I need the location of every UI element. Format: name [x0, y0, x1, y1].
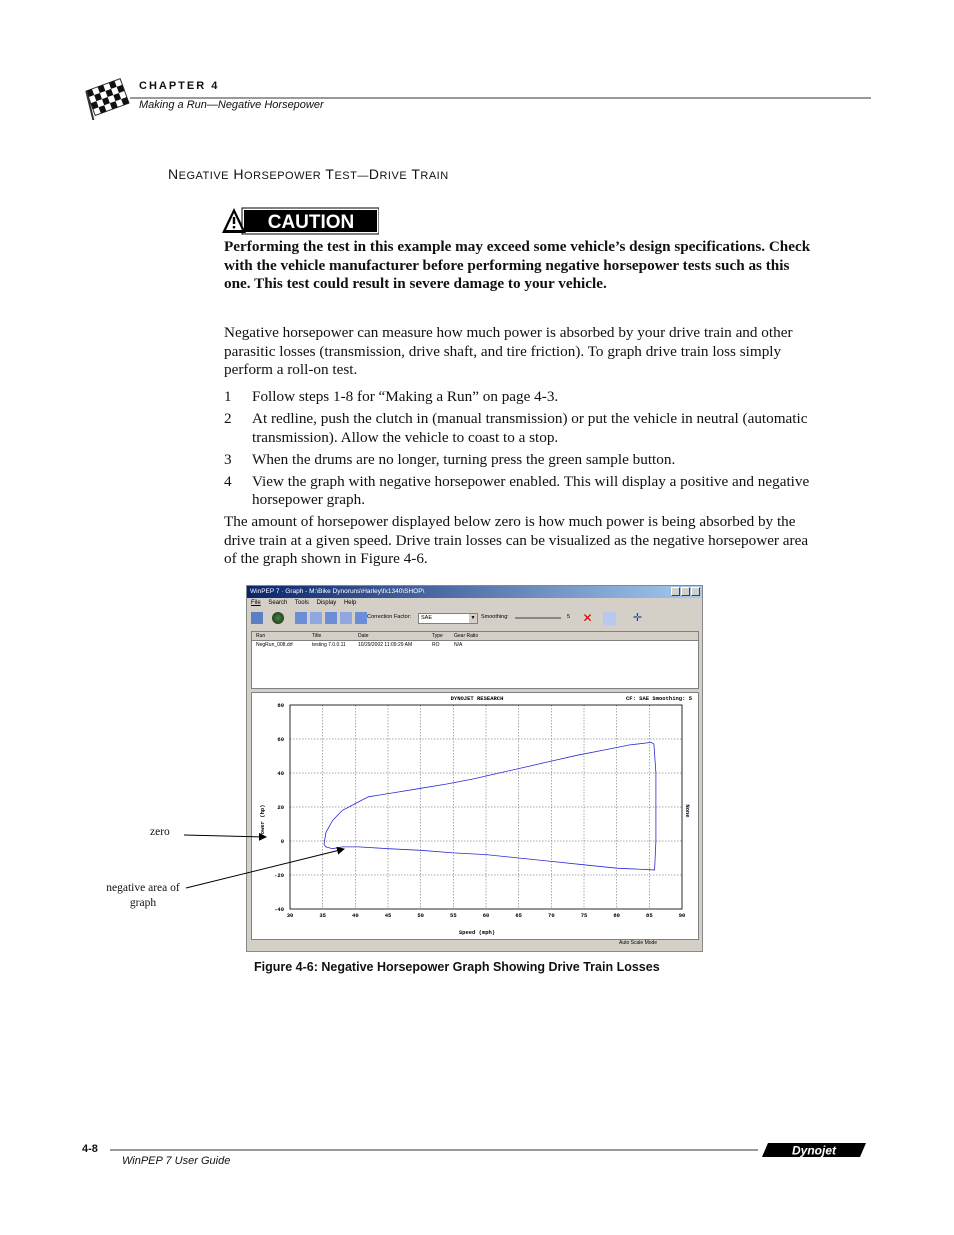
title-rive: RIVE [379, 170, 408, 182]
cursor-icon[interactable]: ✛ [632, 612, 643, 624]
x-tick-label: 80 [613, 912, 620, 919]
step-list [224, 388, 814, 513]
list-item [224, 388, 814, 407]
y-tick-label: -40 [274, 906, 284, 913]
caution-label: CAUTION [267, 212, 355, 233]
step-number: 2 [224, 410, 232, 427]
column-header-gear-ratio[interactable]: Gear Ratio [454, 633, 479, 639]
column-header-title[interactable]: Title [312, 633, 322, 639]
x-tick-label: 35 [319, 912, 326, 919]
title-rain: RAIN [420, 170, 449, 182]
y-tick-label: -20 [274, 872, 284, 879]
y-tick-label: 40 [277, 770, 284, 777]
y-tick-label: 20 [277, 804, 284, 811]
chapter-label: CHAPTER 4 [139, 80, 220, 92]
y-axis-label: Power (hp) [259, 804, 266, 838]
list-item [224, 451, 814, 470]
winpep-screenshot [246, 585, 703, 952]
status-text: Auto Scale Mode [619, 940, 658, 946]
cell-run: NegRun_008.drf [256, 642, 293, 648]
title-egative: EGATIVE [178, 170, 229, 182]
zero-arrow [184, 835, 266, 837]
step-number: 4 [224, 472, 232, 490]
column-header-date[interactable]: Date [358, 633, 369, 639]
menu-bar [247, 598, 702, 608]
chart-header-right: CF: SAE Smoothing: 5 [625, 695, 692, 702]
graph-tool-icon[interactable] [355, 612, 367, 624]
callout-line: graph [129, 897, 157, 909]
zero-callout: zero [150, 826, 170, 838]
x-tick-label: 85 [646, 912, 653, 919]
y-tick-label: 80 [277, 702, 284, 709]
open-icon[interactable] [251, 612, 263, 624]
chapter-subtitle: Making a Run—Negative Horsepower [139, 99, 324, 111]
graph-tool-icon[interactable] [295, 612, 307, 624]
run-list-table [251, 631, 699, 689]
chevron-down-icon[interactable]: ▼ [470, 615, 476, 621]
x-tick-label: 40 [352, 912, 359, 919]
x-tick-label: 55 [450, 912, 457, 919]
cell-type: RO [432, 642, 440, 648]
window-titlebar [247, 586, 702, 598]
graph-tool-icon[interactable] [340, 612, 352, 624]
graph-panel [251, 692, 699, 940]
x-tick-label: 50 [417, 912, 424, 919]
title-n: N [168, 166, 179, 182]
table-row[interactable] [252, 641, 698, 650]
series-line [324, 742, 656, 870]
menu-display[interactable]: Display [316, 600, 337, 606]
x-tick-label: 60 [482, 912, 490, 919]
list-item [224, 410, 814, 447]
delete-icon[interactable]: ✕ [582, 611, 593, 625]
toolbar [247, 608, 702, 628]
title-orsepower: ORSEPOWER [244, 170, 322, 182]
graph-tool-icon[interactable] [310, 612, 322, 624]
title-d: D [368, 166, 380, 182]
step-text: At redline, push the clutch in (manual transmission) or put the vehicle in neutral (automatic transmission). Allow the vehicle to coast to a stop. [252, 410, 808, 446]
title-h: H [233, 166, 245, 182]
x-tick-label: 65 [515, 912, 522, 919]
maximize-icon[interactable] [681, 587, 690, 596]
y-tick-label: 60 [277, 736, 284, 743]
dynojet-logo [762, 1141, 866, 1159]
chart-title: DYNOJET RESEARCH [450, 695, 504, 702]
menu-tools[interactable]: Tools [294, 600, 309, 606]
step-number: 3 [224, 450, 232, 468]
step-number: 1 [224, 388, 232, 405]
y-tick-label: 0 [280, 838, 284, 845]
checkered-flag-icon [82, 76, 134, 120]
x-tick-label: 30 [286, 912, 294, 919]
menu-search[interactable]: Search [268, 600, 288, 606]
status-bar [247, 938, 702, 950]
x-tick-label: 75 [580, 912, 588, 919]
zoom-icon[interactable] [603, 612, 616, 625]
right-axis-label: None [684, 804, 691, 818]
correction-factor-select[interactable] [418, 613, 478, 624]
logo-text: Dynojet [791, 1143, 837, 1158]
negative-area-arrow [186, 849, 344, 888]
caution-warning-text: Performing the test in this example may exceed some vehicle’s design specifications. Check with the vehicle manufacturer before performing negative horsepower tests such as this one. This test could result in severe damage to your vehicle. [224, 238, 811, 292]
negative-area-callout [99, 881, 187, 911]
list-item [224, 473, 814, 510]
x-tick-label: 70 [548, 912, 555, 919]
x-tick-label: 45 [384, 912, 392, 919]
smoothing-slider[interactable] [515, 617, 561, 619]
page-number: 4-8 [82, 1143, 98, 1155]
title-est: EST— [334, 170, 369, 182]
cell-date: 10/29/2002 11:09:29 AM [358, 642, 413, 648]
close-icon[interactable] [691, 587, 700, 596]
colors-icon[interactable] [272, 612, 284, 624]
column-header-run[interactable]: Run [256, 633, 266, 639]
caution-badge [222, 206, 379, 236]
callout-line: negative area of [106, 882, 180, 894]
cell-title: testing 7.0.0.11 [312, 642, 346, 648]
guide-title: WinPEP 7 User Guide [122, 1155, 231, 1167]
intro-paragraph: Negative horsepower can measure how much power is absorbed by your drive train and other parasitic losses (transmission, drive shaft, and tire friction). To graph drive train loss simply perform a roll-on test. [224, 324, 793, 378]
minimize-icon[interactable] [671, 587, 680, 596]
window-title: WinPEP 7 · Graph - M:\Bike Dynoruns\Harley\fx1340\SHOP\ [250, 588, 425, 595]
title-t2: T [411, 166, 421, 182]
figure-caption: Figure 4-6: Negative Horsepower Graph Showing Drive Train Losses [254, 960, 660, 974]
correction-factor-value: SAE [421, 615, 433, 621]
graph-tool-icon[interactable] [325, 612, 337, 624]
x-tick-label: 90 [678, 912, 686, 919]
step-text: View the graph with negative horsepower enabled. This will display a positive and negative horsepower graph. [252, 472, 810, 508]
smoothing-value: 5 [567, 614, 571, 620]
column-header-type[interactable]: Type [432, 633, 443, 639]
title-t: T [325, 166, 335, 182]
x-axis-label: Speed (mph) [458, 929, 496, 936]
menu-file[interactable]: File [251, 600, 261, 606]
correction-factor-label: Correction Factor: [367, 614, 412, 620]
step-text: Follow steps 1-8 for “Making a Run” on page 4-3. [252, 388, 559, 405]
footer-rule [110, 1149, 758, 1151]
menu-help[interactable]: Help [343, 600, 357, 606]
step-text: When the drums are no longer, turning press the green sample button. [252, 450, 676, 468]
callout-arrows [180, 825, 350, 895]
explanation-paragraph: The amount of horsepower displayed below zero is how much power is being absorbed by the drive train at a given speed. Drive train losses can be visualized as the negative horsepower area of the graph shown in Figure 4-6. [224, 513, 809, 567]
section-title [168, 166, 449, 182]
cell-gear-ratio: N/A [454, 642, 463, 648]
dyno-chart [252, 693, 698, 939]
smoothing-label: Smoothing: [481, 614, 509, 620]
